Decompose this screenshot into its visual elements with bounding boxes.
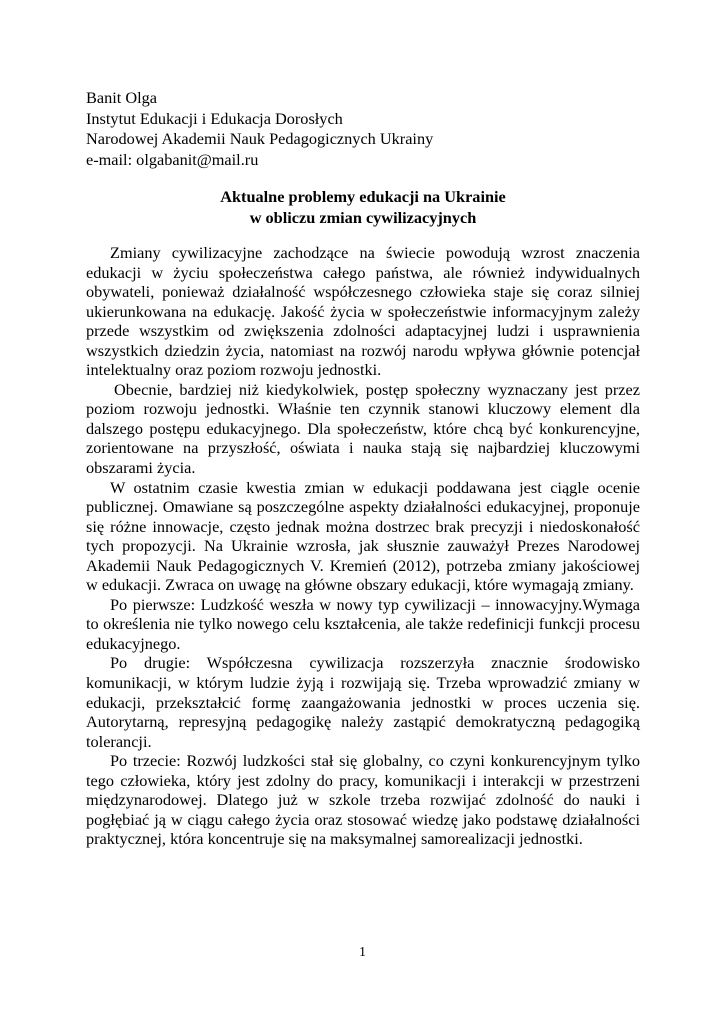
article-title [86, 187, 640, 228]
author-institute: Instytut Edukacji i Edukacja Dorosłych [86, 108, 343, 128]
body-paragraph: W ostatnim czasie kwestia zmian w edukacji poddawana jest ciągle ocenie publicznej. Omawiane są poszczególne aspekty działalności edukacyjnej, proponuje się różne innowacje, często jednak można dostrzec brak precyzji i niedoskonałość tych propozycji. Na Ukrainie wzrosła, jak słusznie zauważył Prezes Narodowej Akademii Nauk Pedagogicznych V. Kremień (2012), potrzeba zmiany jakościowej w edukacji. Zwraca on uwagę na główne obszary edukacji, które wymagają zmiany. [86, 477, 640, 595]
title-line-2: w obliczu zmian cywilizacyjnych [249, 207, 477, 227]
body-paragraph: Obecnie, bardziej niż kiedykolwiek, postęp społeczny wyznaczany jest przez poziom rozwoju jednostki. Właśnie ten czynnik stanowi kluczowy element dla dalszego postępu edukacyjnego. Dla społeczeństw, które chcą być konkurencyjne, zorientowane na przyszłość, oświata i nauka stają się najbardziej kluczowymi obszarami życia. [86, 379, 640, 478]
author-email: e-mail: olgabanit@mail.ru [86, 149, 259, 169]
page-number: 1 [359, 945, 366, 960]
article-body [86, 243, 640, 849]
author-academy: Narodowej Akademii Nauk Pedagogicznych Ukrainy [86, 129, 434, 149]
title-line-1: Aktualne problemy edukacji na Ukrainie [220, 187, 506, 206]
body-paragraph: Po pierwsze: Ludzkość weszła w nowy typ cywilizacji – innowacyjny.Wymaga to określenia nie tylko nowego celu kształcenia, ale także redefinicji funkcji procesu edukacyjnego. [86, 594, 640, 653]
author-name: Banit Olga [86, 88, 157, 107]
author-block [86, 88, 646, 170]
body-paragraph: Zmiany cywilizacyjne zachodzące na świecie powodują wzrost znaczenia edukacji w życiu społeczeństwa całego państwa, ale również indywidualnych obywateli, ponieważ działalność współczesnego człowieka staje się coraz silniej ukierunkowana na edukację. Jakość życia w społeczeństwie informacyjnym zależy przede wszystkim od zwiększenia zdolności adaptacyjnej ludzi i usprawnienia wszystkich dziedzin życia, natomiast na rozwój narodu wpływa głównie potencjał intelektualny oraz poziom rozwoju jednostki. [86, 243, 640, 380]
body-paragraph: Po drugie: Współczesna cywilizacja rozszerzyła znacznie środowisko komunikacji, w którym ludzie żyją i rozwijają się. Trzeba wprowadzić zmiany w edukacji, przekształcić formę zaangażowania jednostki w proces uczenia się. Autorytarną, represyjną pedagogikę należy zastąpić demokratyczną pedagogiką tolerancji. [86, 653, 640, 751]
body-paragraph: Po trzecie: Rozwój ludzkości stał się globalny, co czyni konkurencyjnym tylko tego człowieka, który jest zdolny do pracy, komunikacji i interakcji w przestrzeni międzynarodowej. Dlatego już w szkole trzeba rozwijać zdolność do nauki i pogłębiać ją w ciągu całego życia oraz stosować wiedzę jako podstawę działalności praktycznej, która koncentruje się na maksymalnej samorealizacji jednostki. [86, 751, 640, 849]
